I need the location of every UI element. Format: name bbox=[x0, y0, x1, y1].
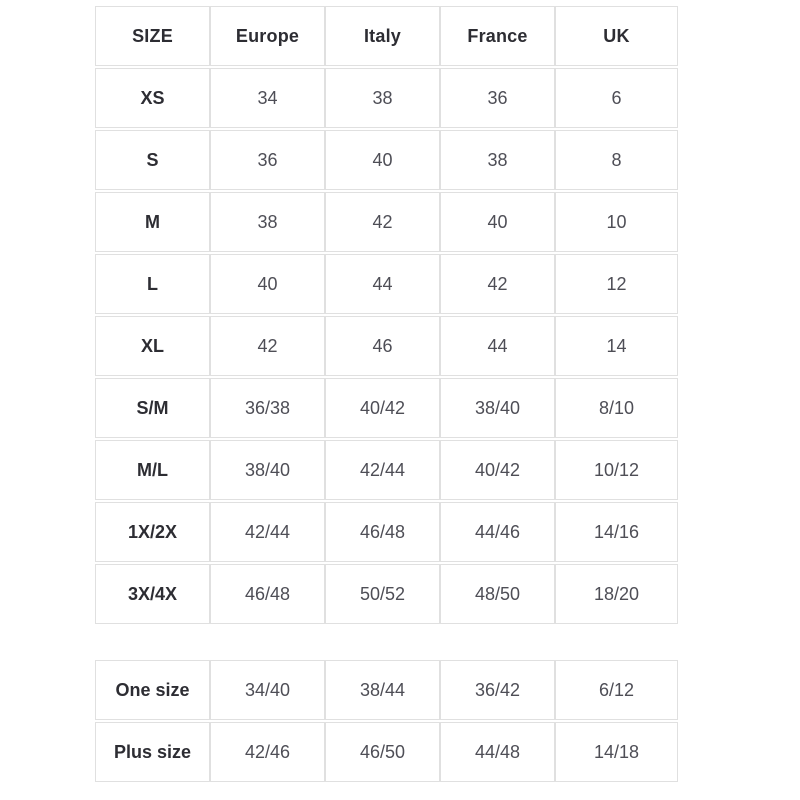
value-cell: 44/46 bbox=[440, 502, 555, 562]
value-cell: 38/40 bbox=[210, 440, 325, 500]
value-cell: 48/50 bbox=[440, 564, 555, 624]
size-label-cell: L bbox=[95, 254, 210, 314]
value-cell: 14 bbox=[555, 316, 678, 376]
size-label-cell: One size bbox=[95, 660, 210, 720]
table-row bbox=[95, 130, 678, 190]
column-header-size: SIZE bbox=[95, 6, 210, 66]
value-cell: 6 bbox=[555, 68, 678, 128]
value-cell: 14/18 bbox=[555, 722, 678, 782]
size-label-cell: 3X/4X bbox=[95, 564, 210, 624]
value-cell: 36/42 bbox=[440, 660, 555, 720]
table-row bbox=[95, 192, 678, 252]
size-label-cell: S/M bbox=[95, 378, 210, 438]
value-cell: 42 bbox=[440, 254, 555, 314]
value-cell: 46/48 bbox=[210, 564, 325, 624]
value-cell: 50/52 bbox=[325, 564, 440, 624]
table-row bbox=[95, 68, 678, 128]
header-row bbox=[95, 6, 678, 66]
table-row bbox=[95, 564, 678, 624]
size-label-cell: 1X/2X bbox=[95, 502, 210, 562]
size-label-cell: S bbox=[95, 130, 210, 190]
value-cell: 40 bbox=[440, 192, 555, 252]
value-cell: 14/16 bbox=[555, 502, 678, 562]
table-row bbox=[95, 254, 678, 314]
size-label-cell: M/L bbox=[95, 440, 210, 500]
value-cell: 42/44 bbox=[210, 502, 325, 562]
column-header-europe: Europe bbox=[210, 6, 325, 66]
column-header-italy: Italy bbox=[325, 6, 440, 66]
value-cell: 8 bbox=[555, 130, 678, 190]
value-cell: 46 bbox=[325, 316, 440, 376]
value-cell: 40 bbox=[210, 254, 325, 314]
value-cell: 36 bbox=[210, 130, 325, 190]
value-cell: 42/44 bbox=[325, 440, 440, 500]
value-cell: 38 bbox=[210, 192, 325, 252]
value-cell: 44/48 bbox=[440, 722, 555, 782]
value-cell: 40/42 bbox=[440, 440, 555, 500]
value-cell: 38/44 bbox=[325, 660, 440, 720]
value-cell: 46/50 bbox=[325, 722, 440, 782]
value-cell: 36/38 bbox=[210, 378, 325, 438]
value-cell: 42 bbox=[325, 192, 440, 252]
value-cell: 38/40 bbox=[440, 378, 555, 438]
table-row bbox=[95, 502, 678, 562]
table-row bbox=[95, 440, 678, 500]
size-label-cell: XS bbox=[95, 68, 210, 128]
special-sizes-table bbox=[95, 658, 678, 784]
value-cell: 42 bbox=[210, 316, 325, 376]
value-cell: 12 bbox=[555, 254, 678, 314]
size-label-cell: M bbox=[95, 192, 210, 252]
value-cell: 34 bbox=[210, 68, 325, 128]
value-cell: 42/46 bbox=[210, 722, 325, 782]
value-cell: 40 bbox=[325, 130, 440, 190]
size-label-cell: XL bbox=[95, 316, 210, 376]
value-cell: 44 bbox=[440, 316, 555, 376]
size-conversion-table bbox=[95, 4, 678, 626]
value-cell: 8/10 bbox=[555, 378, 678, 438]
value-cell: 38 bbox=[440, 130, 555, 190]
value-cell: 38 bbox=[325, 68, 440, 128]
table-row bbox=[95, 316, 678, 376]
value-cell: 18/20 bbox=[555, 564, 678, 624]
value-cell: 40/42 bbox=[325, 378, 440, 438]
value-cell: 44 bbox=[325, 254, 440, 314]
table-row bbox=[95, 378, 678, 438]
table-row bbox=[95, 660, 678, 720]
column-header-france: France bbox=[440, 6, 555, 66]
value-cell: 10/12 bbox=[555, 440, 678, 500]
value-cell: 46/48 bbox=[325, 502, 440, 562]
value-cell: 6/12 bbox=[555, 660, 678, 720]
value-cell: 34/40 bbox=[210, 660, 325, 720]
value-cell: 36 bbox=[440, 68, 555, 128]
size-label-cell: Plus size bbox=[95, 722, 210, 782]
table-row bbox=[95, 722, 678, 782]
column-header-uk: UK bbox=[555, 6, 678, 66]
value-cell: 10 bbox=[555, 192, 678, 252]
